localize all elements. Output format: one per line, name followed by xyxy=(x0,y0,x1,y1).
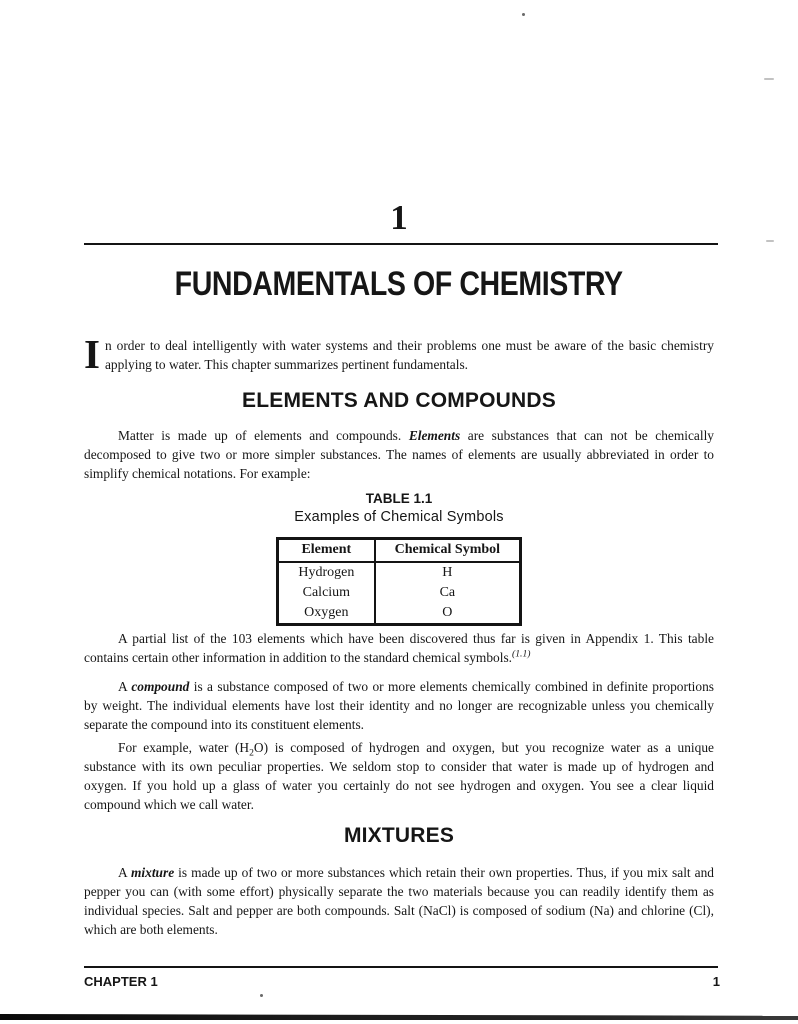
chemical-symbols-table xyxy=(276,537,522,626)
paragraph-water xyxy=(84,738,714,814)
table-cell: Ca xyxy=(439,585,456,600)
scan-artifact-dot xyxy=(522,13,525,16)
text-run: are substances that can not be chemically decomposed to give two or more simpler substances. The names of elements are usually abbreviated in order to simplify chemical notations. For example: xyxy=(84,428,714,481)
text-run: is made up of two or more substances which retain their own properties. Thus, if you mix salt and pepper you can (with some effort) physically separate the two materials because you can readily identify them as individual species. Salt and pepper are both compounds. Salt (NaCl) is composed of sodium (Na) and chlorine (Cl), which are both elements. xyxy=(84,865,715,937)
text-run: is a substance composed of two or more elements chemically combined in definite proportions by weight. The individual elements have lost their identity and no longer are recognizable unless you chemically separate the compound into its constituent elements. xyxy=(84,679,714,732)
intro-text xyxy=(105,338,714,372)
text-run: (1.1) xyxy=(512,648,531,660)
table-header-chemical-symbol: Chemical Symbol xyxy=(375,539,521,563)
text-run: Matter is made up of elements and compounds. xyxy=(118,428,409,443)
intro-paragraph xyxy=(84,331,714,377)
table-row xyxy=(278,603,521,625)
footer-chapter-label: CHAPTER 1 xyxy=(84,974,158,989)
heading-elements-and-compounds: ELEMENTS AND COMPOUNDS xyxy=(242,389,556,412)
text-run: 2 xyxy=(249,747,254,759)
table-header-row xyxy=(278,539,521,563)
text-run: O) is composed of hydrogen and oxygen, but you recognize water as a unique substance with its own peculiar properties. We seldom stop to consider that water is made up of hydrogen and oxygen. If you hold up a glass of water you certainly do not see hydrogen and oxygen. You see a clear liquid compound which we call water. xyxy=(84,740,714,812)
top-rule xyxy=(84,243,718,245)
footer-rule xyxy=(84,966,718,968)
paragraph-compound xyxy=(84,677,714,734)
table-cell: Oxygen xyxy=(278,603,375,625)
scan-edge-bar xyxy=(0,1014,798,1020)
table-row xyxy=(278,583,521,603)
text-run: A xyxy=(118,679,132,694)
chapter-number: 1 xyxy=(390,198,408,237)
text-run: Elements xyxy=(408,428,461,443)
footer-page-number: 1 xyxy=(712,974,720,989)
drop-cap: I xyxy=(84,331,100,377)
paragraph-partial-list xyxy=(84,629,714,667)
text-run: For example, water (H xyxy=(118,740,250,755)
table-caption: TABLE 1.1 xyxy=(365,491,433,506)
table-cell: H xyxy=(442,565,453,580)
text-run: A xyxy=(118,865,131,880)
table-subcaption: Examples of Chemical Symbols xyxy=(294,509,504,525)
table-cell: O xyxy=(442,605,453,620)
scan-artifact-mark xyxy=(766,240,774,242)
table-header-element: Element xyxy=(278,539,375,563)
scan-artifact-mark xyxy=(764,78,774,80)
table-cell: Hydrogen xyxy=(278,562,375,583)
scan-artifact-dot xyxy=(260,994,263,997)
text-run: n order to deal intelligently with water systems and their problems one must be aware of the basic chemistry applying to water. This chapter summarizes pertinent fundamentals. xyxy=(104,338,714,372)
page-title xyxy=(0,264,798,304)
table-body xyxy=(278,562,521,625)
paragraph-matter xyxy=(84,426,714,483)
text-run: compound xyxy=(131,679,190,694)
heading-mixtures: MIXTURES xyxy=(343,824,455,847)
page-title-text: FUNDAMENTALS OF CHEMISTRY xyxy=(174,265,624,303)
text-run: A partial list of the 103 elements which have been discovered thus far is given in Appendix 1. This table contains certain other information in addition to the standard chemical symbols. xyxy=(84,631,714,665)
table-cell: Calcium xyxy=(278,583,375,603)
paragraph-mixture xyxy=(84,863,714,939)
text-run: mixture xyxy=(130,865,175,880)
table-row xyxy=(278,562,521,583)
